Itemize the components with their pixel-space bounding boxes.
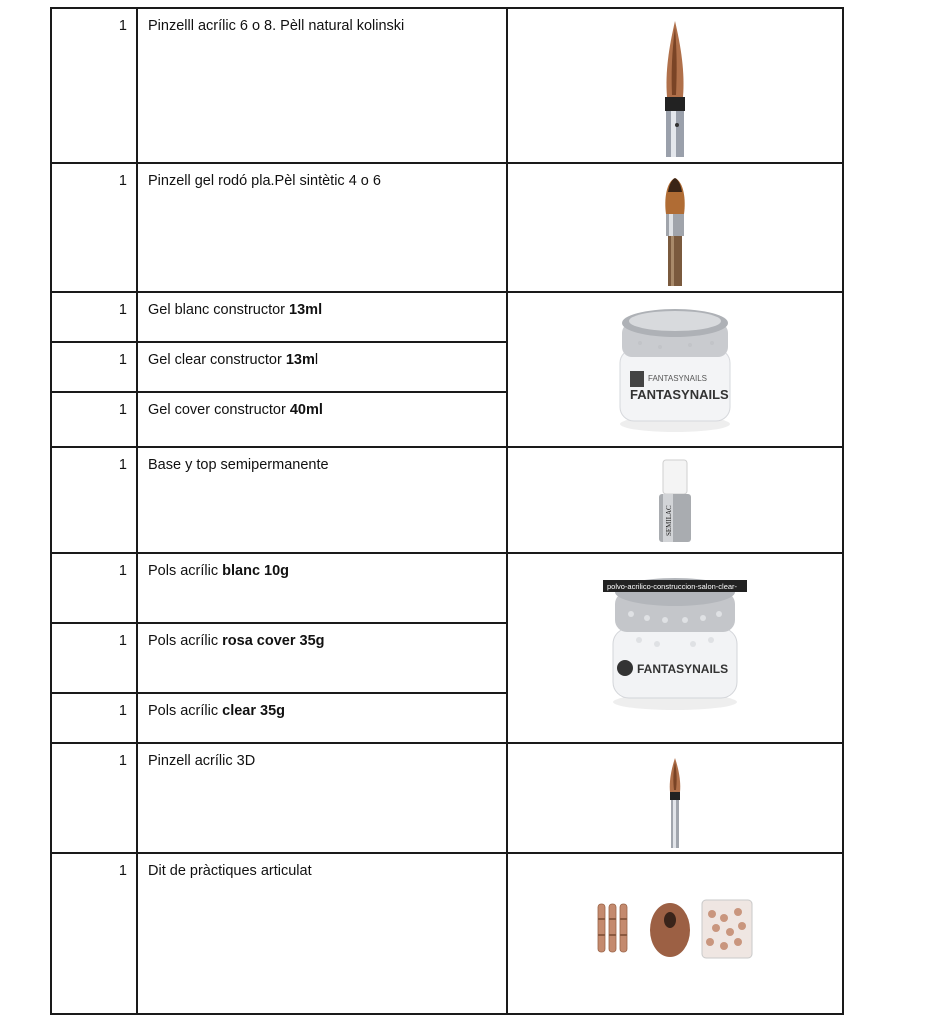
image-cell bbox=[507, 743, 843, 853]
description-cell bbox=[137, 392, 507, 447]
image-cell bbox=[507, 447, 843, 553]
item-text: Pinzell acrílic 3D bbox=[148, 753, 256, 769]
description-cell bbox=[137, 743, 507, 853]
image-cell bbox=[507, 8, 843, 163]
table-row bbox=[51, 743, 843, 853]
practice-finger-image bbox=[590, 894, 760, 964]
item-size: clear 35g bbox=[222, 703, 286, 719]
quantity-cell: 1 bbox=[51, 853, 137, 1014]
item-text: Dit de pràctiques articulat bbox=[148, 863, 312, 879]
quantity-cell: 1 bbox=[51, 8, 137, 163]
quantity-cell: 1 bbox=[51, 292, 137, 342]
quantity-cell: 1 bbox=[51, 163, 137, 292]
3d-brush-image bbox=[660, 756, 690, 848]
table-row bbox=[51, 447, 843, 553]
item-size: 13ml bbox=[289, 302, 323, 318]
item-text: Pinzell gel rodó pla.Pèl sintètic 4 o 6 bbox=[148, 173, 381, 189]
description-cell bbox=[137, 447, 507, 553]
item-size-tail: l bbox=[314, 352, 319, 368]
item-size: 40ml bbox=[289, 402, 323, 418]
acrylic-brush-image bbox=[645, 17, 705, 157]
image-cell bbox=[507, 553, 843, 743]
description-cell bbox=[137, 292, 507, 342]
quantity-cell: 1 bbox=[51, 623, 137, 693]
item-text: Base y top semipermanente bbox=[148, 457, 329, 473]
item-text: Pinzelll acrílic 6 o 8. Pèll natural kolinski bbox=[148, 18, 405, 34]
table-row bbox=[51, 553, 843, 623]
item-text: Gel blanc constructor bbox=[148, 302, 290, 318]
powder-brand: FANTASYNAILS bbox=[637, 662, 729, 676]
acrylic-powder-jar-image bbox=[595, 574, 755, 714]
image-cell bbox=[507, 163, 843, 292]
gel-brand-small: FANTASYNAILS bbox=[648, 374, 707, 383]
item-size: rosa cover 35g bbox=[222, 633, 325, 649]
item-text: Gel cover constructor bbox=[148, 402, 290, 418]
item-text: Pols acrílic bbox=[148, 563, 223, 579]
quantity-cell: 1 bbox=[51, 447, 137, 553]
powder-caption: polvo-acrilico-construccion-salon-clear- bbox=[607, 582, 738, 591]
description-cell bbox=[137, 553, 507, 623]
description-cell bbox=[137, 163, 507, 292]
semilac-brand: SEMILAC bbox=[665, 505, 673, 536]
item-size: blanc 10g bbox=[222, 563, 290, 579]
image-cell bbox=[507, 853, 843, 1014]
item-text: Gel clear constructor bbox=[148, 352, 286, 368]
quantity-cell: 1 bbox=[51, 342, 137, 392]
gel-jar-image bbox=[600, 299, 750, 439]
description-cell bbox=[137, 853, 507, 1014]
quantity-cell: 1 bbox=[51, 743, 137, 853]
item-text: Pols acrílic bbox=[148, 703, 223, 719]
description-cell bbox=[137, 623, 507, 693]
table-row bbox=[51, 853, 843, 1014]
description-cell bbox=[137, 8, 507, 163]
image-cell bbox=[507, 292, 843, 447]
item-size: 13m bbox=[285, 352, 315, 368]
description-cell bbox=[137, 693, 507, 743]
quantity-cell: 1 bbox=[51, 392, 137, 447]
table-row bbox=[51, 292, 843, 342]
gel-brand: FANTASYNAILS bbox=[630, 387, 729, 402]
table-row bbox=[51, 8, 843, 163]
quantity-cell: 1 bbox=[51, 693, 137, 743]
gel-brush-image bbox=[650, 174, 700, 286]
materials-table bbox=[50, 7, 844, 1015]
semipermanent-bottle-image bbox=[655, 458, 695, 544]
quantity-cell: 1 bbox=[51, 553, 137, 623]
item-text: Pols acrílic bbox=[148, 633, 223, 649]
description-cell bbox=[137, 342, 507, 392]
table-row bbox=[51, 163, 843, 292]
